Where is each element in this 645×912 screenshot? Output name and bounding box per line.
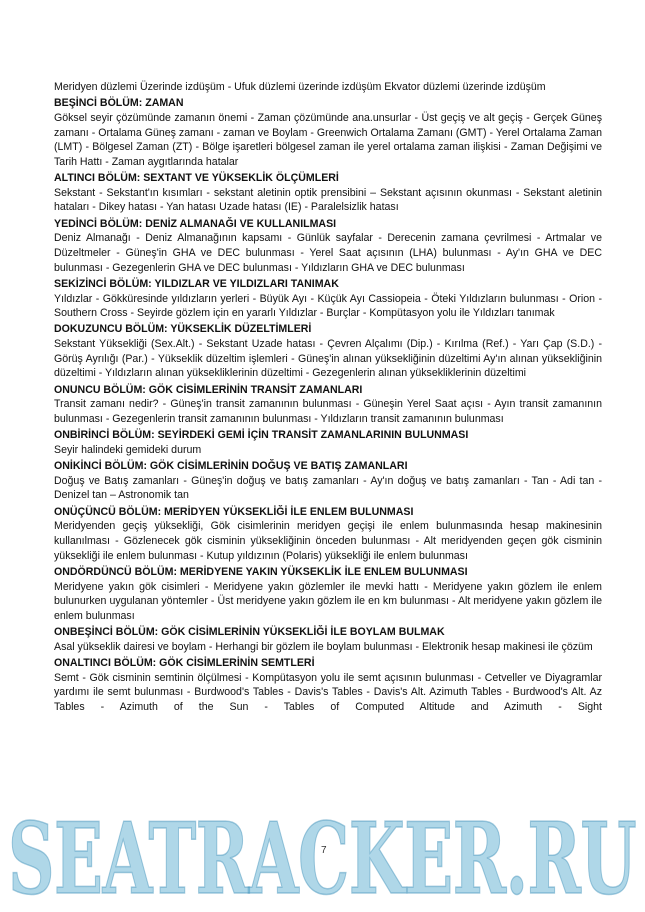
section-15-text: Asal yükseklik dairesi ve boylam - Herhangi bir gözlem ile boylam bulunması - Elektronik hesap makinesi ile çözüm	[54, 640, 593, 653]
section-14-title: ONDÖRDÜNCÜ BÖLÜM: MERİDYENE YAKIN YÜKSEKLİK İLE ENLEM BULUNMASI	[54, 565, 468, 578]
section-16-text: Semt - Gök cisminin semtinin ölçülmesi - Kompütasyon yolu ile semt açısının bulunması - Cetveller ve Diyagramlar yardımı ile semt bulunması - Burdwood's Tables - Davis's Tables - Davis's Alt. Azimuth Tables - Burdwood's Alt. Az Tables - Azimuth of the Sun - Tables of Computed Altitude and Azimuth - Sight	[54, 671, 602, 713]
watermark-text: SEATRACKER.RU	[8, 802, 636, 910]
section-11-title: ONBİRİNCİ BÖLÜM: SEYİRDEKİ GEMİ İÇİN TRANSİT ZAMANLARININ BULUNMASI	[54, 429, 469, 442]
section-6-text: Sekstant - Sekstant'ın kısımları - sekstant aletinin optik prensibini – Sekstant açısının okunması - Sekstant aletinin hataları - Dikey hatası - Yan hatası Uzade hatası (IE) - Paralelsizlik hatası	[54, 186, 602, 214]
section-8-text: Yıldızlar - Gökküresinde yıldızların yerleri - Büyük Ayı - Küçük Ayı Cassiopeia - Öteki Yıldızların bulunması - Orion - Southern Cross - Seyirde gözlem için en yararlı Yıldızlar - Burçlar - Kompütasyon yolu ile Yıldızları tanımak	[54, 292, 602, 320]
section-13-text: Meridyenden geçiş yüksekliği, Gök cisimlerinin meridyen geçişi ile enlem bulunmasında hesap makinesinin kullanılması - Gözlenecek gök cisminin yüksekliğinin önceden bulunması - Alt meridyenden geçen gök cisminin yüksekliği ile enlem bulunması - Kutup yıldızının (Polaris) yüksekliği ile enlem bulunması	[54, 520, 602, 562]
section-9-text: Sekstant Yüksekliği (Sex.Alt.) - Sekstant Uzade hatası - Çevren Alçalımı (Dip.) - Kırılma (Ref.) - Yarı Çap (S.D.) - Görüş Ayrılığı (Par.) - Yükseklik düzeltim işlemleri - Güneş'in alınan yüksekliğinin düzeltimi Ay'ın alınan yüksekliğinin düzeltimi - Yıldızların alınan yüksekliklerinin düzeltimi - Gezegenlerin alınan yüksekliklerinin düzeltimi	[54, 338, 602, 380]
section-14-text: Meridyene yakın gök cisimleri - Meridyene yakın gözlemler ile mevki hattı - Meridyene yakın gözlem ile enlem bulunurken uygulanan yöntemler - Üst meridyene yakın gözlem ile en km bulunması - Alt meridyene yakın gözlem ile enlem bulunması	[54, 580, 602, 622]
section-16-title: ONALTINCI BÖLÜM: GÖK CİSİMLERİNİN SEMTLERİ	[54, 657, 315, 670]
section-10-title: ONUNCU BÖLÜM: GÖK CİSİMLERİNİN TRANSİT ZAMANLARI	[54, 383, 363, 396]
section-12-title: ONİKİNCİ BÖLÜM: GÖK CİSİMLERİNİN DOĞUŞ VE BATIŞ ZAMANLARI	[54, 460, 408, 473]
intro-line: Meridyen düzlemi Üzerinde izdüşüm - Ufuk düzlemi üzerinde izdüşüm Ekvator düzlemi üzerinde izdüşüm	[54, 81, 546, 93]
section-6-title: ALTINCI BÖLÜM: SEXTANT VE YÜKSEKLİK ÖLÇÜMLERİ	[54, 172, 339, 185]
section-8-title: SEKİZİNCİ BÖLÜM: YILDIZLAR VE YILDIZLARI TANIMAK	[54, 277, 339, 290]
section-9-title: DOKUZUNCU BÖLÜM: YÜKSEKLİK DÜZELTİMLERİ	[54, 323, 312, 336]
section-11-text: Seyir halindeki gemideki durum	[54, 443, 202, 456]
document-body	[54, 80, 602, 715]
section-13-title: ONÜÇÜNCÜ BÖLÜM: MERİDYEN YÜKSEKLİĞİ İLE ENLEM BULUNMASI	[54, 505, 414, 518]
section-5-title: BEŞİNCİ BÖLÜM: ZAMAN	[54, 97, 184, 110]
section-12-text: Doğuş ve Batış zamanları - Güneş'in doğuş ve batış zamanları - Ay'ın doğuş ve batış zamanları - Tan - Adi tan - Denizel tan – Astronomik tan	[54, 474, 602, 502]
section-7-title: YEDİNCİ BÖLÜM: DENİZ ALMANAĞI VE KULLANILMASI	[54, 217, 337, 230]
section-10-text: Transit zamanı nedir? - Güneş'in transit zamanının bulunması - Güneşin Yerel Saat açısı - Ayın transit zamanının bulunması - Gezegenlerin transit zamanının bulunması - Yıldızların transit zamanının bulunması	[54, 398, 602, 425]
section-15-title: ONBEŞİNCİ BÖLÜM: GÖK CİSİMLERİNİN YÜKSEKLİĞİ İLE BOYLAM BULMAK	[54, 626, 445, 639]
section-7-text: Deniz Almanağı - Deniz Almanağının kapsamı - Günlük sayfalar - Derecenin zamana çevrilmesi - Artmalar ve Düzeltmeler - Güneş'in GHA ve DEC bulunması - Yerel Saat açısının (LHA) bulunması - Ay'ın GHA ve DEC bulunması - Gezegenlerin GHA ve DEC bulunması - Yıldızların GHA ve DEC bulunması	[54, 232, 602, 274]
section-5-text: Göksel seyir çözümünde zamanın önemi - Zaman çözümünde ana.unsurlar - Üst geçiş ve alt geçiş - Gerçek Güneş zamanı - Ortalama Güneş zamanı - zaman ve Boylam - Greenwich Ortalama Zamanı (GMT) - Yerel Ortalama Zaman (LMT) - Bölgesel Zaman (ZT) - Bölge işaretleri bölgesel zaman ile yerel ortalama zaman ilişkisi - Zaman Değişimi ve Tarih Hattı - Zaman aygıtlarında hatalar	[54, 111, 602, 168]
page-number: 7	[321, 845, 327, 856]
